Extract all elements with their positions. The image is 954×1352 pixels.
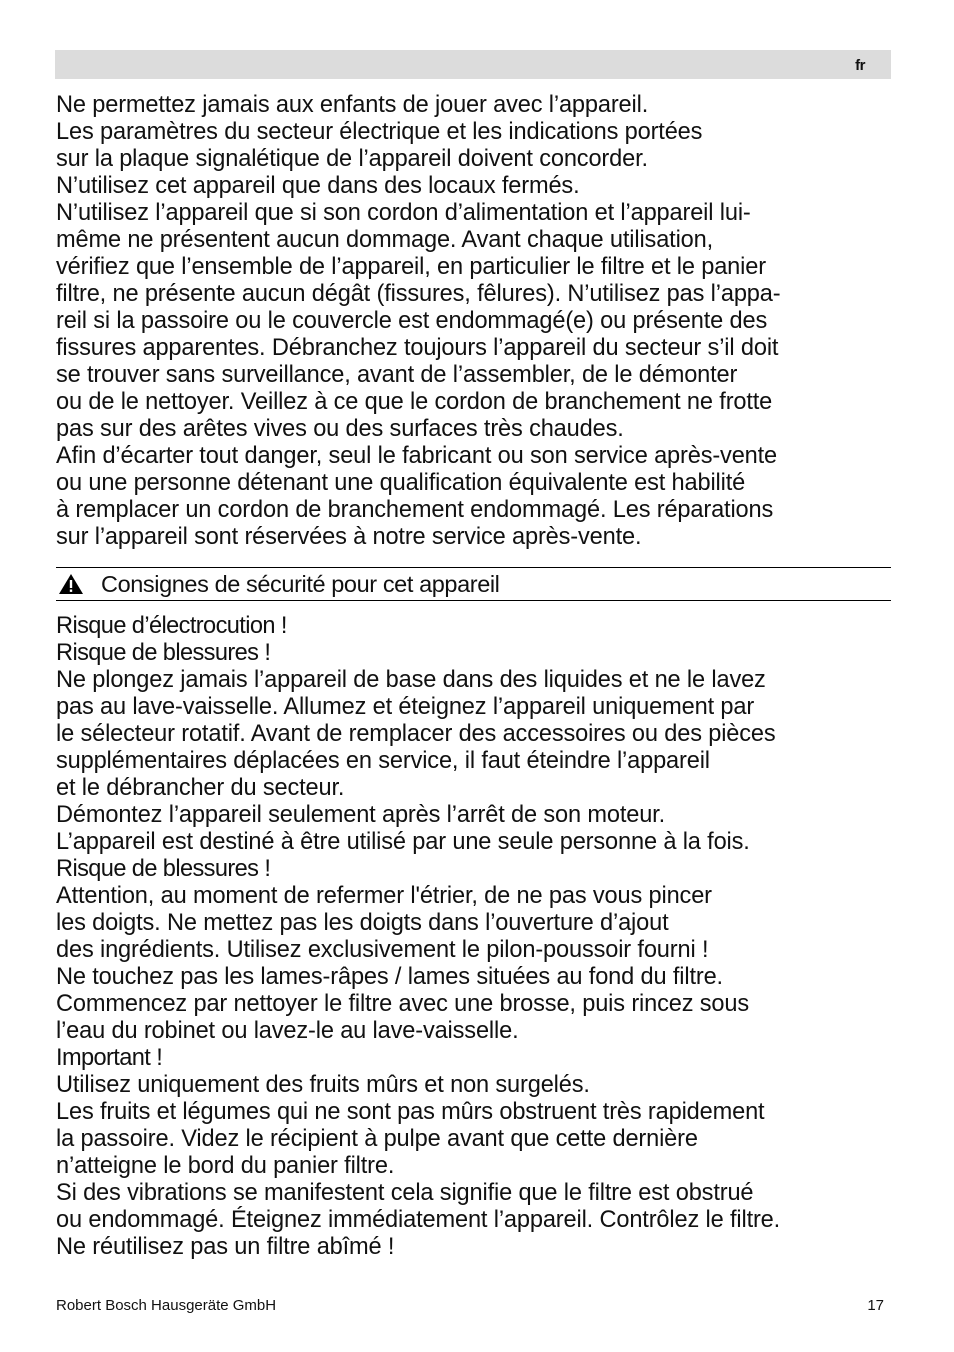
text-line: vérifiez que l’ensemble de l’appareil, en particulier le filtre et le panier: [56, 254, 766, 280]
spacer: [56, 601, 892, 613]
subheading-line: Risque d’électrocution !: [56, 613, 287, 639]
footer-company: Robert Bosch Hausgeräte GmbH: [56, 1297, 277, 1314]
text-line: la passoire. Videz le récipient à pulpe avant que cette dernière: [56, 1126, 698, 1152]
section-divider: [56, 551, 891, 568]
text-line: Les fruits et légumes qui ne sont pas mûrs obstruent très rapidement: [56, 1099, 765, 1125]
text-line: et le débrancher du secteur.: [56, 775, 345, 801]
text-line: n’atteigne le bord du panier filtre.: [56, 1153, 395, 1179]
text-line: Ne réutilisez pas un filtre abîmé !: [56, 1234, 395, 1260]
text-line: ou une personne détenant une qualification équivalente est habilité: [56, 470, 746, 496]
text-line: ou endommagé. Éteignez immédiatement l’appareil. Contrôlez le filtre.: [56, 1207, 781, 1233]
intro-paragraph: [56, 92, 892, 551]
text-line: se trouver sans surveillance, avant de l’assembler, de le démonter: [56, 362, 738, 388]
text-line: l’eau du robinet ou lavez-le au lave-vaisselle.: [56, 1018, 519, 1044]
text-line: pas au lave-vaisselle. Allumez et éteignez l’appareil uniquement par: [56, 694, 755, 720]
page-content: [56, 92, 892, 1261]
text-line: L’appareil est destiné à être utilisé par une seule personne à la fois.: [56, 829, 750, 855]
text-line: les doigts. Ne mettez pas les doigts dans l’ouverture d’ajout: [56, 910, 669, 936]
text-line: Les paramètres du secteur électrique et les indications portées: [56, 119, 703, 145]
text-line: Si des vibrations se manifestent cela signifie que le filtre est obstrué: [56, 1180, 754, 1206]
text-line: même ne présentent aucun dommage. Avant chaque utilisation,: [56, 227, 714, 253]
text-line: sur l’appareil sont réservées à notre service après-vente.: [56, 524, 642, 550]
section-title: Consignes de sécurité pour cet appareil: [101, 570, 500, 597]
subheading-line: Important !: [56, 1045, 163, 1071]
text-line: Ne permettez jamais aux enfants de jouer avec l’appareil.: [56, 92, 649, 118]
language-code: fr: [855, 57, 865, 74]
text-line: des ingrédients. Utilisez exclusivement le pilon-poussoir fourni !: [56, 937, 709, 963]
text-line: N’utilisez l’appareil que si son cordon d’alimentation et l’appareil lui-: [56, 200, 751, 226]
text-line: reil si la passoire ou le couvercle est endommagé(e) ou présente des: [56, 308, 768, 334]
subheading-line: Risque de blessures !: [56, 856, 271, 882]
section-heading: [56, 568, 891, 601]
text-line: supplémentaires déplacées en service, il faut éteindre l’appareil: [56, 748, 710, 774]
text-line: Ne touchez pas les lames-râpes / lames situées au fond du filtre.: [56, 964, 723, 990]
text-line: Attention, au moment de refermer l'étrier, de ne pas vous pincer: [56, 883, 712, 909]
text-line: le sélecteur rotatif. Avant de remplacer des accessoires ou des pièces: [56, 721, 776, 747]
text-line: Utilisez uniquement des fruits mûrs et non surgelés.: [56, 1072, 590, 1098]
page-number: 17: [867, 1297, 884, 1314]
text-line: ou de le nettoyer. Veillez à ce que le cordon de branchement ne frotte: [56, 389, 773, 415]
text-line: Afin d’écarter tout danger, seul le fabricant ou son service après-vente: [56, 443, 778, 469]
text-line: N’utilisez cet appareil que dans des locaux fermés.: [56, 173, 580, 199]
safety-paragraph: [56, 613, 892, 1261]
warning-triangle-icon: [58, 573, 84, 595]
text-line: filtre, ne présente aucun dégât (fissures, fêlures). N’utilisez pas l’appa-: [56, 281, 781, 307]
text-line: fissures apparentes. Débranchez toujours l’appareil du secteur s’il doit: [56, 335, 779, 361]
text-line: pas sur des arêtes vives ou des surfaces très chaudes.: [56, 416, 624, 442]
text-line: à remplacer un cordon de branchement endommagé. Les réparations: [56, 497, 774, 523]
text-line: Commencez par nettoyer le filtre avec une brosse, puis rincez sous: [56, 991, 749, 1017]
subheading-line: Risque de blessures !: [56, 640, 271, 666]
header-bar: [55, 50, 891, 79]
text-line: Ne plongez jamais l’appareil de base dans des liquides et ne le lavez: [56, 667, 766, 693]
text-line: sur la plaque signalétique de l’appareil doivent concorder.: [56, 146, 648, 172]
text-line: Démontez l’appareil seulement après l’arrêt de son moteur.: [56, 802, 665, 828]
